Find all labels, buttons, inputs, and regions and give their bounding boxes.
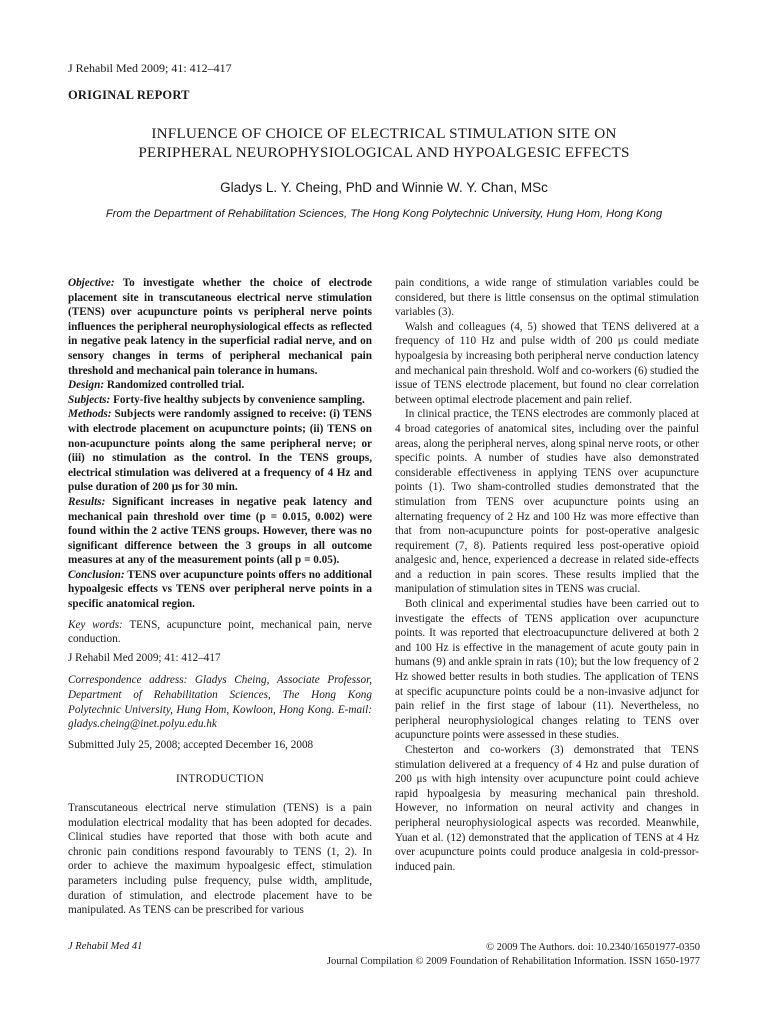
affiliation: From the Department of Rehabilitation Sciences, The Hong Kong Polytechnic University, Hung Hom, Hong Kong	[105, 208, 663, 220]
footer-doi: © 2009 The Authors. doi: 10.2340/16501977-0350	[486, 942, 700, 953]
authors: Gladys L. Y. Cheing, PhD and Winnie W. Y. Chan, MSc	[220, 180, 548, 195]
objective-label: Objective:	[68, 277, 115, 289]
conclusion-text: TENS over acupuncture points offers no additional hypoalgesic effects vs TENS over peripheral nerve points in a specific anatomical region.	[68, 568, 372, 611]
abstract-methods	[68, 407, 372, 495]
design-label: Design:	[68, 379, 105, 392]
subjects-text: Forty-five healthy subjects by convenience sampling.	[110, 393, 365, 406]
abstract-design	[68, 378, 372, 393]
introduction-heading: INTRODUCTION	[175, 773, 265, 786]
subjects-label: Subjects:	[68, 393, 111, 406]
methods-text: Subjects were randomly assigned to receive: (i) TENS with electrode placement on acupuncture points; (ii) TENS on non-acupuncture points along the same peripheral nerve; or (iii) no stimulation as the control. In the TENS groups, electrical stimulation was delivered at a frequency of 4 Hz and pulse duration of 200 μs for 30 min.	[68, 408, 372, 494]
journal-citation: J Rehabil Med 2009; 41: 412–417	[68, 61, 232, 75]
body-paragraph-1: pain conditions, a wide range of stimulation variables could be considered, but there is little consensus on the optimal stimulation variables (3).	[395, 277, 699, 319]
keywords-text: TENS, acupuncture point, mechanical pain, nerve conduction.	[68, 618, 373, 646]
report-type: ORIGINAL REPORT	[68, 88, 190, 102]
citation-mid: J Rehabil Med 2009; 41: 412–417	[68, 651, 221, 664]
title-line-1: INFLUENCE OF CHOICE OF ELECTRICAL STIMULATION SITE ON	[151, 125, 617, 142]
design-text: Randomized controlled trial.	[104, 379, 245, 392]
methods-label: Methods:	[68, 408, 112, 421]
keywords	[68, 618, 372, 647]
results-label: Results:	[68, 495, 106, 508]
conclusion-label: Conclusion:	[68, 568, 125, 581]
submission-dates: Submitted July 25, 2008; accepted December 16, 2008	[68, 738, 314, 751]
abstract	[68, 276, 372, 612]
body-paragraph-3: In clinical practice, the TENS electrodes are commonly placed at 4 broad categories of anatomical sites, including over the painful areas, along the peripheral nerves, along spinal nerve roots, or other specific points. A number of studies have also demonstrated considerable effectiveness in applying TENS over acupuncture points (1). Two sham-controlled studies demonstrated that the stimulation from TENS over acupuncture points using an alternating frequency of 2 Hz and 100 Hz was more effective than that from non-acupuncture points for post-operative analgesic requirement (7, 8). Patients required less post-operative opioid analgesic and, hence, experienced a decrease in related side-effects and a reduction in pain scores. These results implied that the manipulation of stimulation sites in TENS was crucial.	[395, 408, 699, 596]
abstract-objective	[68, 276, 372, 378]
objective-text: To investigate whether the choice of electrode placement site in transcutaneous electrical nerve stimulation (TENS) over acupuncture points vs peripheral nerve points influences the peripheral neurophysiological effects as reflected in negative peak latency in the superficial radial nerve, and on sensory changes in terms of peripheral mechanical pain threshold and mechanical pain tolerance in humans.	[68, 277, 372, 377]
keywords-label: Key words:	[68, 618, 123, 631]
title-line-2: PERIPHERAL NEUROPHYSIOLOGICAL AND HYPOALGESIC EFFECTS	[138, 144, 630, 161]
left-column	[68, 276, 372, 918]
abstract-conclusion	[68, 568, 372, 612]
body-paragraph-5: Chesterton and co-workers (3) demonstrated that TENS stimulation delivered at a frequency of 4 Hz and pulse duration of 200 μs with high intensity over acupuncture point could achieve rapid hypoalgesia by measuring mechanical pain threshold. However, no information on neural activity and changes in peripheral neurophysiological aspects was recorded. Meanwhile, Yuan et al. (12) demonstrated that the application of TENS at 4 Hz over acupuncture points could produce analgesia in cold-pressor-induced pain.	[395, 744, 699, 873]
intro-paragraph-1: Transcutaneous electrical nerve stimulation (TENS) is a pain modulation electrical modality that has been adopted for decades. Clinical studies have reported that those with both acute and chronic pain conditions respond favourably to TENS (1, 2). In order to achieve the maximum hypoalgesic effect, stimulation parameters including pulse frequency, pulse width, amplitude, duration of stimulation, and electrode placement have to be manipulated. As TENS can be prescribed for various	[68, 802, 372, 917]
abstract-results	[68, 495, 372, 568]
body-paragraph-2: Walsh and colleagues (4, 5) showed that TENS delivered at a frequency of 110 Hz and pulse width of 200 μs could mediate hypoalgesia by increasing both peripheral nerve conduction latency and mechanical pain threshold. Wolf and co-workers (6) studied the issue of TENS electrode placement, but found no clear correlation between optimal electrode placement and pain relief.	[395, 320, 699, 406]
footer-journal: J Rehabil Med 41	[68, 941, 143, 952]
footer-compilation: Journal Compilation © 2009 Foundation of Rehabilitation Information. ISSN 1650-1977	[326, 955, 700, 967]
abstract-subjects	[68, 393, 372, 408]
article-title	[60, 124, 708, 162]
results-text: Significant increases in negative peak latency and mechanical pain threshold over time (p = 0.015, 0.002) were found within the 2 active TENS groups. However, there was no significant difference between the 3 groups in all outcome measures at any of the measurement points (all p = 0.05).	[68, 495, 372, 567]
right-column	[395, 276, 699, 874]
correspondence-address: Correspondence address: Gladys Cheing, Associate Professor, Department of Rehabilitation Sciences, The Hong Kong Polytechnic University, Hung Hom, Kowloon, Hong Kong. E-mail: gladys.cheing@inet.polyu.edu.hk	[68, 674, 372, 731]
footer-copyright	[327, 941, 700, 968]
body-paragraph-4: Both clinical and experimental studies have been carried out to investigate the effects of TENS application over acupuncture points. It was reported that electroacupuncture delivered at both 2 and 100 Hz is effective in the management of acute gouty pain in humans (9) and ankle sprain in rats (10); but the low frequency of 2 Hz showed better results in both studies. The application of TENS at specific acupuncture points could be a non-invasive adjunct for pain relief in the first stage of labour (11). Nevertheless, no peripheral neurophysiological changes relating to TENS over acupuncture points were assessed in these studies.	[395, 598, 699, 742]
